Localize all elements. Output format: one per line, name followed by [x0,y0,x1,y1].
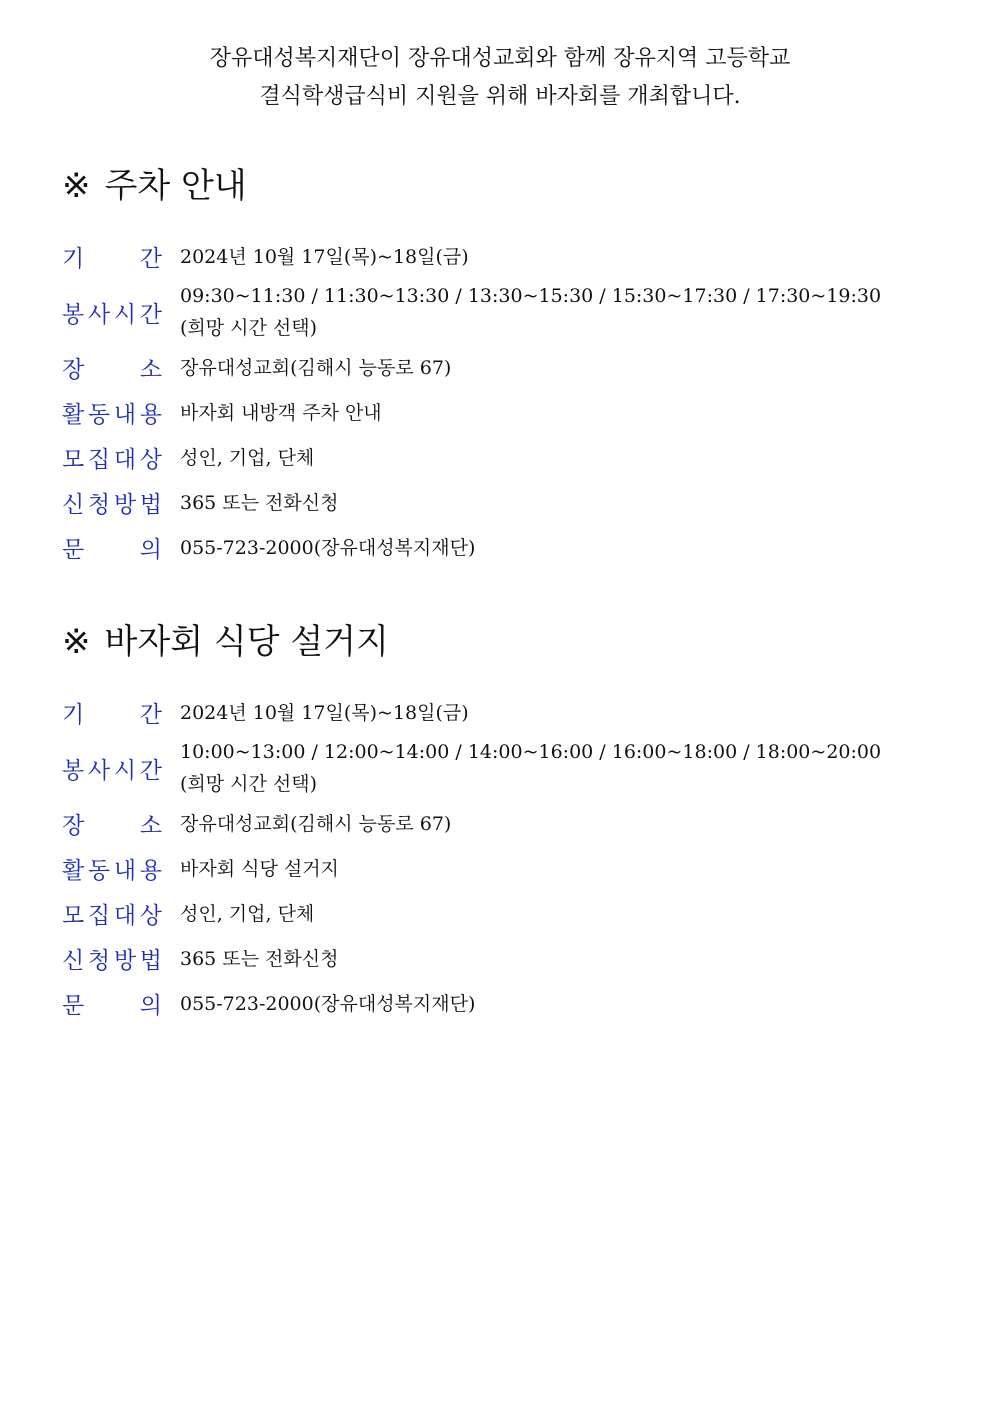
row-label: 모 집 대 상 [62,903,162,929]
row-activity [62,846,942,891]
row-value: 365 또는 전화신청 [180,491,339,514]
section-parking [62,164,942,570]
row-activity [62,390,942,435]
row-inquiry [62,981,942,1026]
reference-mark-icon: ※ [62,166,91,206]
row-value: 055-723-2000(장유대성복지재단) [180,536,476,559]
row-location [62,345,942,390]
row-label: 신 청 방 법 [62,948,162,974]
row-value: 2024년 10월 17일(목)~18일(금) [180,701,469,724]
row-recruit-target [62,891,942,936]
section-title-text: 바자회 식당 설거지 [104,622,389,662]
section-title-text: 주차 안내 [104,166,247,206]
row-apply-method [62,936,942,981]
intro-line-2: 결식학생급식비 지원을 위해 바자회를 개최합니다. [259,84,741,109]
row-label: 문 의 [62,537,162,563]
row-value: 2024년 10월 17일(목)~18일(금) [180,245,469,268]
row-service-time [62,279,942,345]
row-period [62,690,942,735]
row-label: 활 동 내 용 [62,858,162,884]
intro-line-1: 장유대성복지재단이 장유대성교회와 함께 장유지역 고등학교 [209,46,791,71]
row-value: 055-723-2000(장유대성복지재단) [180,992,476,1015]
row-label: 장 소 [62,813,162,839]
row-label: 문 의 [62,993,162,1019]
row-value: 365 또는 전화신청 [180,947,339,970]
row-label: 기 간 [62,702,162,728]
row-location [62,801,942,846]
row-value: 10:00~13:00 / 12:00~14:00 / 14:00~16:00 / 16:00~18:00 / 18:00~20:00 (희망 시간 선택) [180,741,882,795]
row-value: 바자회 내방객 주차 안내 [180,401,382,424]
row-label: 봉 사 시 간 [62,757,162,784]
row-period [62,234,942,279]
row-value: 성인, 기업, 단체 [180,902,315,925]
section-dishwashing [62,620,942,1026]
row-apply-method [62,480,942,525]
row-inquiry [62,525,942,570]
section-title [62,620,942,664]
row-value: 장유대성교회(김해시 능동로 67) [180,812,452,835]
row-label: 신 청 방 법 [62,492,162,518]
row-label: 모 집 대 상 [62,447,162,473]
row-recruit-target [62,435,942,480]
intro-text [0,40,1000,116]
reference-mark-icon: ※ [62,622,91,662]
row-value: 성인, 기업, 단체 [180,446,315,469]
row-label: 활 동 내 용 [62,402,162,428]
row-label: 기 간 [62,246,162,272]
row-value: 09:30~11:30 / 11:30~13:30 / 13:30~15:30 / 15:30~17:30 / 17:30~19:30 (희망 시간 선택) [180,285,882,339]
row-label: 장 소 [62,357,162,383]
row-value: 장유대성교회(김해시 능동로 67) [180,356,452,379]
row-service-time [62,735,942,801]
row-label: 봉 사 시 간 [62,301,162,328]
row-value: 바자회 식당 설거지 [180,857,339,880]
section-title [62,164,942,208]
